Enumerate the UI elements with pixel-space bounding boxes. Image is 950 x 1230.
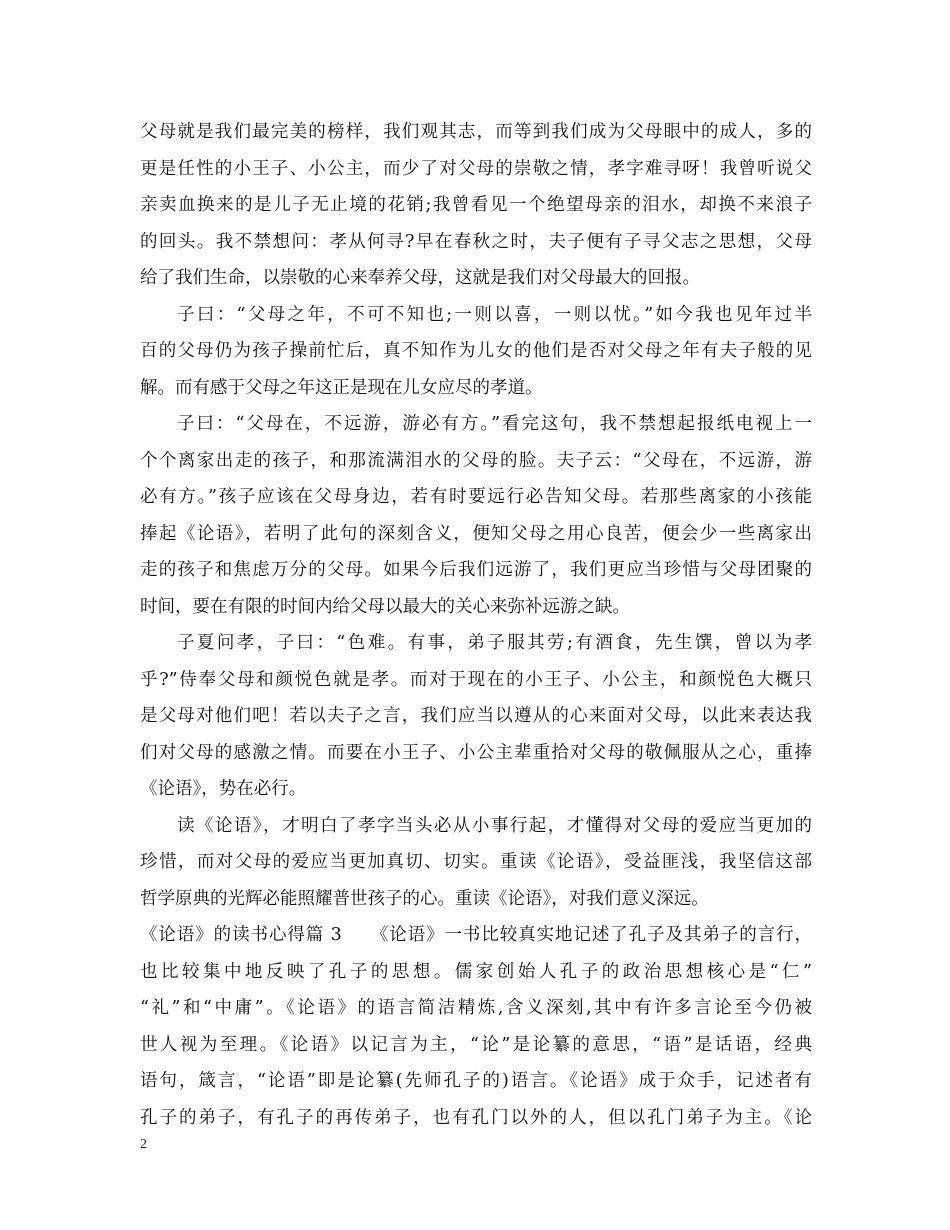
text-line: 们对父母的感激之情。而要在小王子、小公主辈重拾对父母的敬佩服从之心，重捧 <box>140 742 812 763</box>
text-line: 子夏问孝，子曰：“色难。有事，弟子服其劳;有酒食，先生馔，曾以为孝 <box>177 633 812 653</box>
text-line: 走的孩子和焦虑万分的父母。如果今后我们远游了，我们更应当珍惜与父母团聚的 <box>140 560 812 580</box>
text-line: 孔子的弟子，有孔子的再传弟子，也有孔门以外的人，但以孔门弟子为主。《论 <box>140 1107 812 1128</box>
page-number: 2 <box>140 1137 147 1152</box>
text-line: 世人视为至理。《论语》以记言为主，“论”是论纂的意思，“语”是话语，经典 <box>140 1034 812 1055</box>
text-line: 是父母对他们吧！若以夫子之言，我们应当以遵从的心来面对父母，以此来表达我 <box>140 706 812 726</box>
text-line: 父母就是我们最完美的榜样，我们观其志，而等到我们成为父母眼中的成人，多的 <box>140 122 812 142</box>
text-line: 亲卖血换来的是儿子无止境的花销;我曾看见一个绝望母亲的泪水，却换不来浪子 <box>140 195 812 215</box>
text-line: 的回头。我不禁想问：孝从何寻?早在春秋之时，夫子便有子寻父志之思想，父母 <box>140 231 812 252</box>
text-line: 乎?”侍奉父母和颜悦色就是孝。而对于现在的小王子、小公主，和颜悦色大概只 <box>140 669 812 690</box>
text-line: 《论语》，势在必行。 <box>140 779 307 799</box>
text-line: “礼”和“中庸”。《论语》的语言简洁精炼,含义深刻,其中有许多言论至今仍被 <box>140 998 812 1018</box>
text-line: 必有方。”孩子应该在父母身边，若有时要远行必告知父母。若那些离家的小孩能 <box>140 487 812 507</box>
text-line: 哲学原典的光辉必能照耀普世孩子的心。重读《论语》，对我们意义深远。 <box>140 888 709 909</box>
text-line: 个个离家出走的孩子，和那流满泪水的父母的脸。夫子云：“父母在，不远游，游 <box>140 450 812 471</box>
text-line: 解。而有感于父母之年这正是现在儿女应尽的孝道。 <box>140 377 543 398</box>
body-text <box>140 114 812 1136</box>
text-line: 时间，要在有限的时间内给父母以最大的关心来弥补远游之缺。 <box>140 596 630 617</box>
text-line: 读《论语》，才明白了孝字当头必从小事行起，才懂得对父母的爱应当更加的 <box>177 815 812 836</box>
text-line: 百的父母仍为孩子操前忙后，真不知作为儿女的他们是否对父母之年有夫子般的见 <box>140 341 812 361</box>
text-line: 给了我们生命，以崇敬的心来奉养父母，这就是我们对父母最大的回报。 <box>140 268 700 288</box>
section-heading-line: 《论语》的读书心得篇 3 《论语》一书比较真实地记述了孔子及其弟子的言行， <box>140 925 812 945</box>
text-line: 捧起《论语》，若明了此句的深刻含义，便知父母之用心良苦，便会少一些离家出 <box>140 523 812 544</box>
text-line: 语句，箴言，“论语”即是论纂(先师孔子的)语言。《论语》成于众手，记述者有 <box>140 1071 812 1091</box>
text-line: 珍惜，而对父母的爱应当更加真切、切实。重读《论语》，受益匪浅，我坚信这部 <box>140 852 812 872</box>
text-line: 更是任性的小王子、小公主，而少了对父母的崇敬之情，孝字难寻呀！我曾听说父 <box>140 158 812 179</box>
text-line: 也比较集中地反映了孔子的思想。儒家创始人孔子的政治思想核心是“仁” <box>140 961 812 982</box>
text-line: 子曰：“父母在，不远游，游必有方。”看完这句，我不禁想起报纸电视上一 <box>177 414 812 434</box>
text-line: 子曰：“父母之年，不可不知也;一则以喜，一则以忧。”如今我也见年过半 <box>177 304 812 325</box>
